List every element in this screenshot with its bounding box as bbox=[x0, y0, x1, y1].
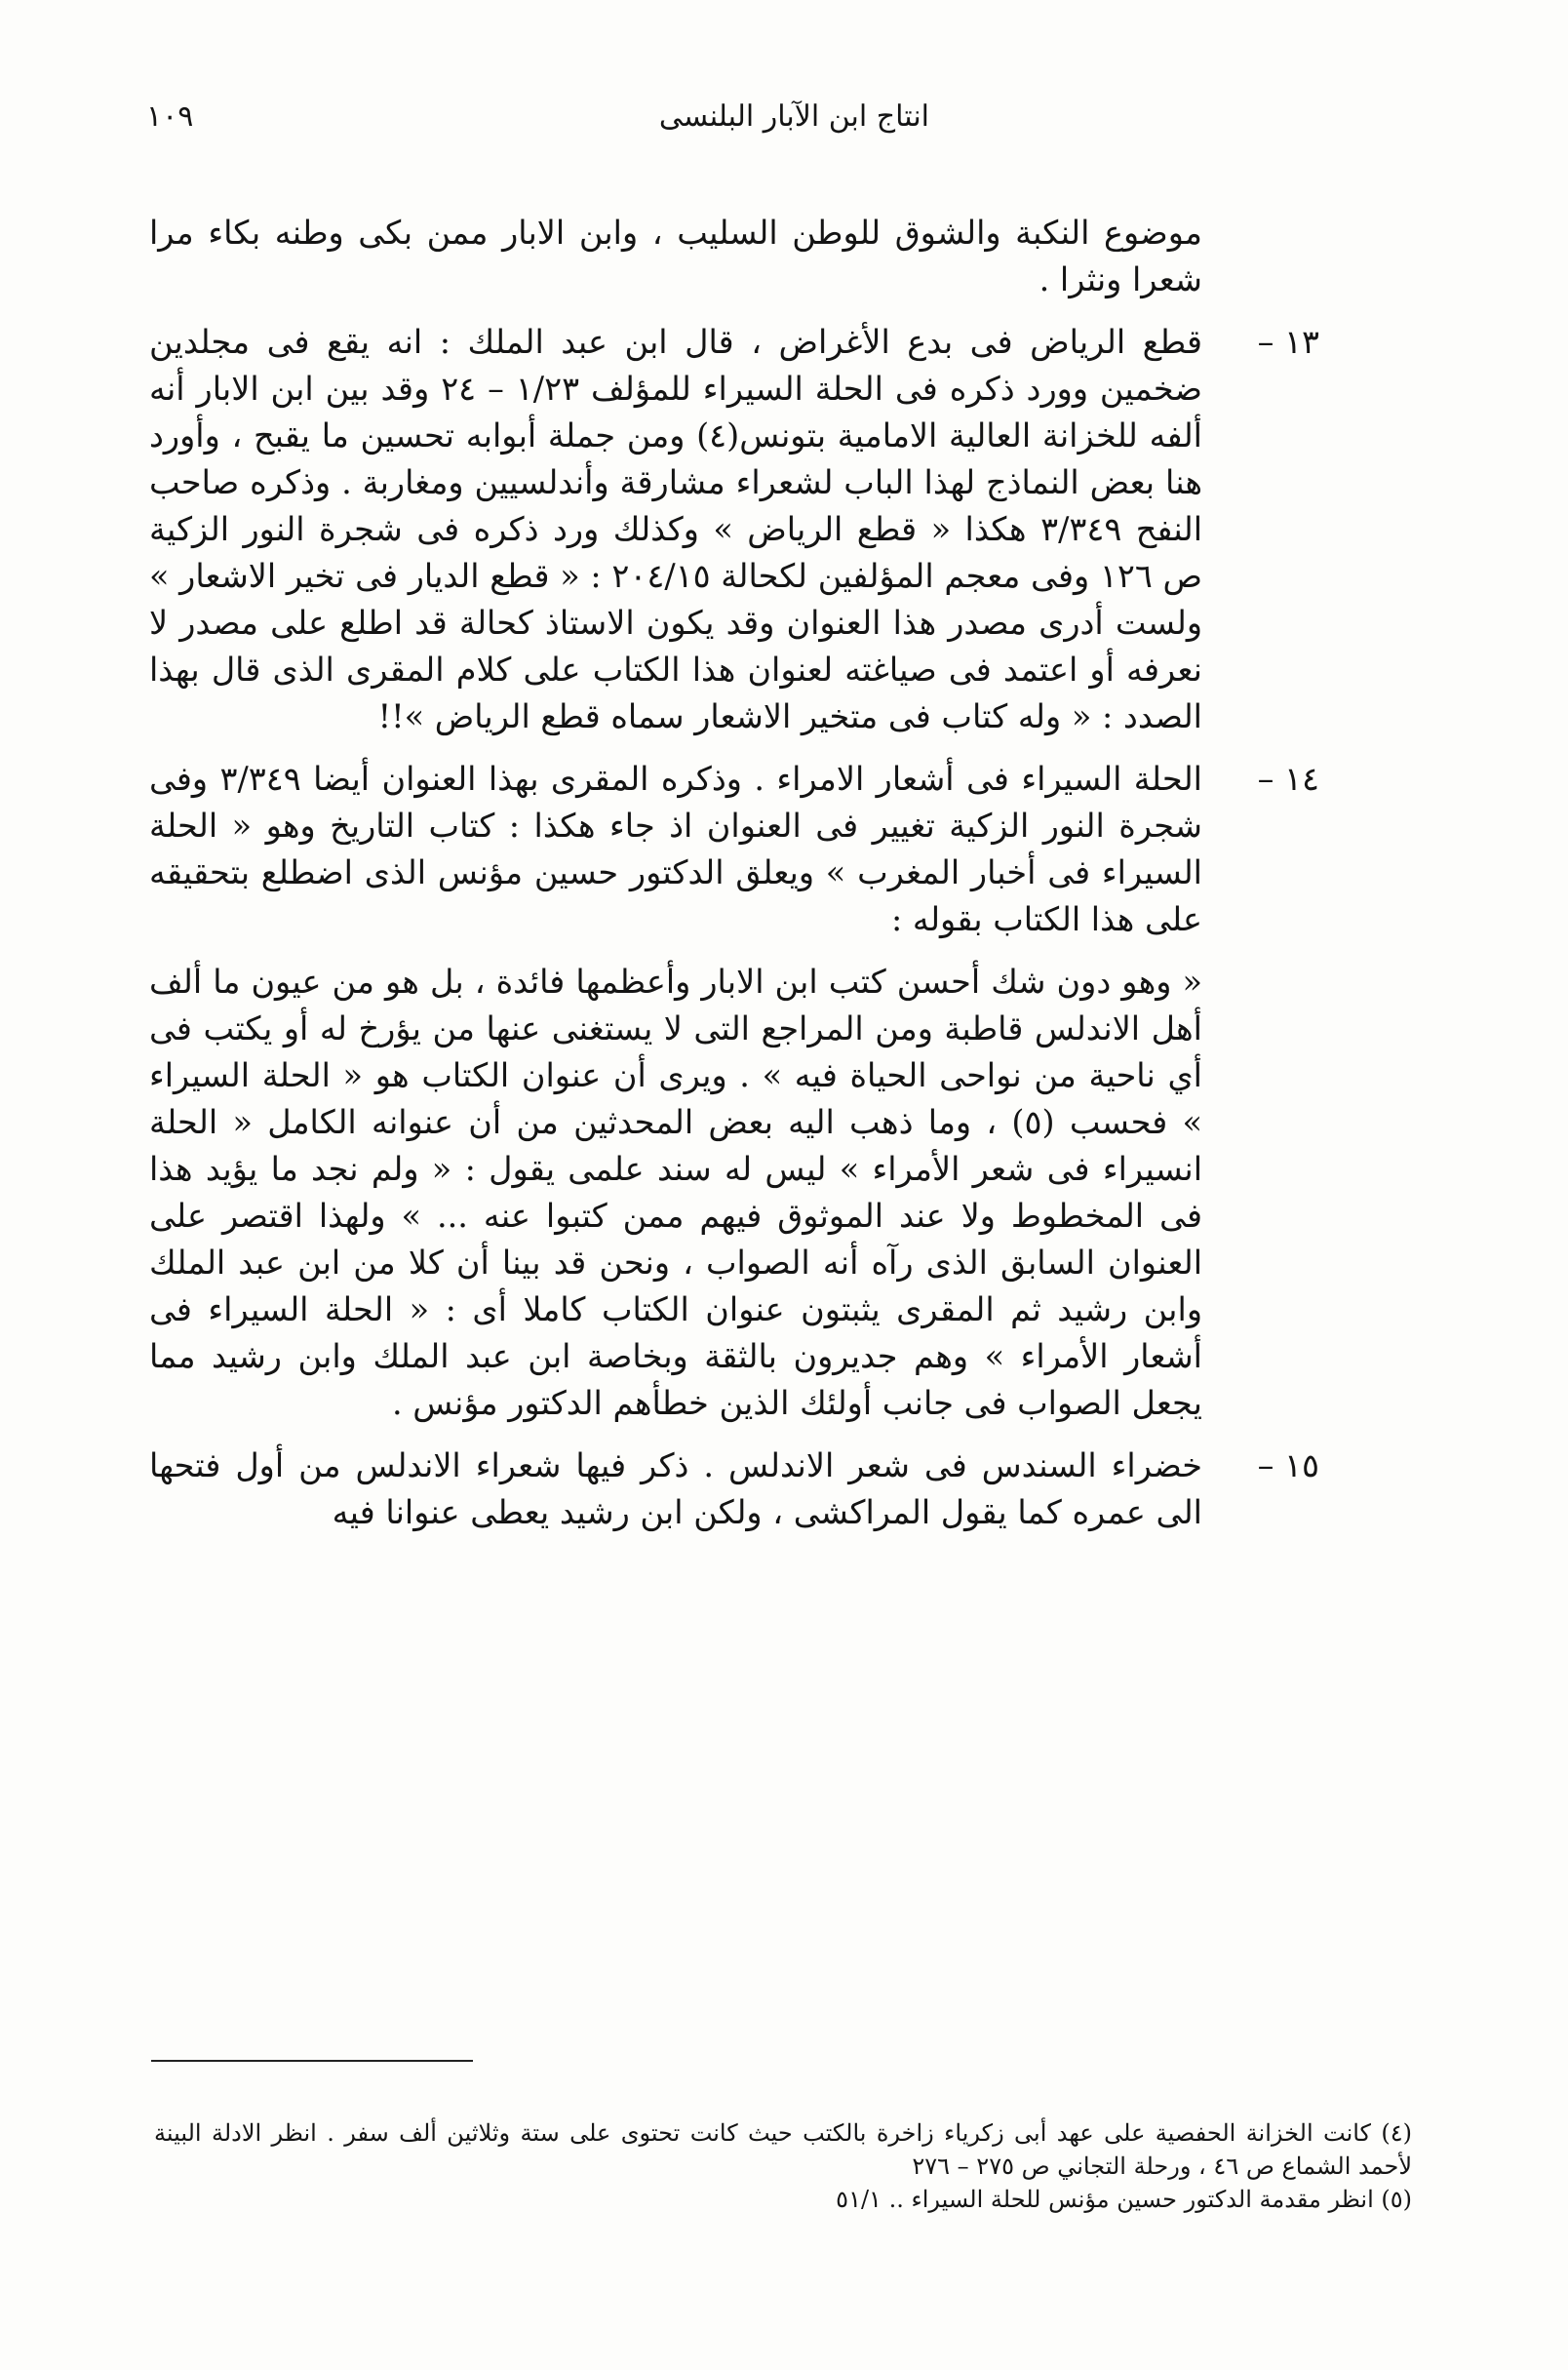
page-number: ١٠٩ bbox=[146, 99, 194, 134]
footnote-5: (٥) انظر مقدمة الدكتور حسين مؤنس للحلة السيراء .. ٥١/١ bbox=[836, 2186, 1412, 2213]
footnote-separator bbox=[151, 2060, 473, 2062]
list-item-15 bbox=[149, 1442, 1319, 1536]
running-title: انتاج ابن الآبار البلنسى bbox=[658, 99, 929, 134]
item-text: قطع الرياض فى بدع الأغراض ، قال ابن عبد الملك : انه يقع فى مجلدين ضخمين وورد ذكره فى الحلة السيراء للمؤلف ١/٢٣ – ٢٤ وقد بين ابن الابار أنه ألفه للخزانة العالية الامامية بتونس(٤) ومن جملة أبوابه تحسين ما يقبح ، وأورد هنا بعض النماذج لهذا الباب لشعراء مشارقة وأندلسيين ومغاربة . وذكره صاحب النفح ٣/٣٤٩ هكذا « قطع الرياض » وكذلك ورد ذكره فى شجرة النور الزكية ص ١٢٦ وفى معجم المؤلفين لكحالة ٢٠٤/١٥ : « قطع الديار فى تخير الاشعار » ولست أدرى مصدر هذا العنوان وقد يكون الاستاذ كحالة قد اطلع على مصدر لا نعرفه أو اعتمد فى صياغته لعنوان هذا الكتاب على كلام المقرى الذى قال بهذا الصدد : « وله كتاب فى متخير الاشعار سماه قطع الرياض »!! bbox=[149, 323, 1203, 735]
list-item-13 bbox=[149, 319, 1319, 740]
intro-paragraph: موضوع النكبة والشوق للوطن السليب ، وابن الابار ممن بكى وطنه بكاء مرا شعرا ونثرا . bbox=[149, 214, 1202, 298]
footnotes bbox=[154, 2116, 1412, 2216]
item-text: خضراء السندس فى شعر الاندلس . ذكر فيها شعراء الاندلس من أول فتحها الى عمره كما يقول المراكشى ، ولكن ابن رشيد يعطى عنوانا فيه bbox=[149, 1446, 1202, 1531]
item-number: ١٤ – bbox=[1257, 760, 1319, 798]
item-number: ١٥ – bbox=[1257, 1446, 1319, 1484]
body-text bbox=[149, 210, 1319, 1552]
item-text: الحلة السيراء فى أشعار الامراء . وذكره المقرى بهذا العنوان أيضا ٣/٣٤٩ وفى شجرة النور الزكية تغيير فى العنوان اذ جاء هكذا : كتاب التاريخ وهو « الحلة السيراء فى أخبار المغرب » ويعلق الدكتور حسين مؤنس الذى اضطلع بتحقيقه على هذا الكتاب بقوله : bbox=[149, 760, 1202, 938]
footnote-4: (٤) كانت الخزانة الحفصية على عهد أبى زكرياء زاخرة بالكتب حيث كانت تحتوى على ستة وثلاثين ألف سفر . انظر الادلة البينة لأحمد الشماع ص ٤٦ ، ورحلة التجاني ص ٢٧٥ – ٢٧٦ bbox=[154, 2119, 1412, 2180]
quote-paragraph: « وهو دون شك أحسن كتب ابن الابار وأعظمها فائدة ، بل هو من عيون ما ألف أهل الاندلس قاطبة ومن المراجع التى لا يستغنى عنها من يؤرخ له أو يكتب فى أي ناحية من نواحى الحياة فيه » . ويرى أن عنوان الكتاب هو « الحلة السيراء » فحسب (٥) ، وما ذهب اليه بعض المحدثين من أن عنوانه الكامل « الحلة انسيراء فى شعر الأمراء » ليس له سند علمى يقول : « ولم نجد ما يؤيد هذا فى المخطوط ولا عند الموثوق فيهم ممن كتبوا عنه ... » ولهذا اقتصر على العنوان السابق الذى رآه أنه الصواب ، ونحن قد بينا أن كلا من ابن عبد الملك وابن رشيد ثم المقرى يثبتون عنوان الكتاب كاملا أى : « الحلة السيراء فى أشعار الأمراء » وهم جديرون بالثقة وبخاصة ابن عبد الملك وابن رشيد مما يجعل الصواب فى جانب أولئك الذين خطأهم الدكتور مؤنس . bbox=[149, 963, 1202, 1422]
list-item-14 bbox=[149, 756, 1319, 943]
page-header bbox=[146, 90, 1319, 148]
item-number: ١٣ – bbox=[1257, 323, 1319, 361]
